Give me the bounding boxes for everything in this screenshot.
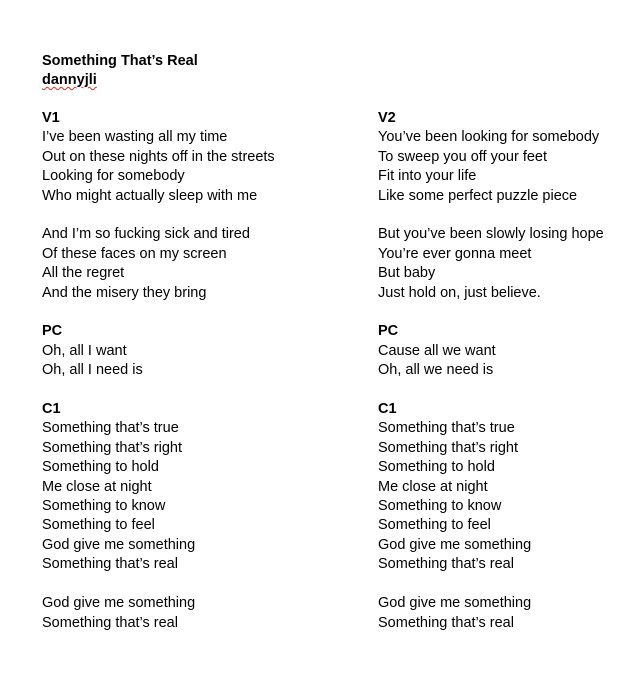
stanza-gap [42, 303, 275, 322]
stanza-gap [42, 575, 275, 594]
lyric-line: Something that’s real [42, 614, 178, 631]
lyric-line: God give me something [378, 536, 532, 553]
lyric-line: Of these faces on my screen [42, 245, 227, 262]
section-label-v2: V2 [378, 110, 396, 126]
title-block [42, 52, 198, 90]
lyric-line: Oh, all I need is [42, 362, 143, 379]
lyric-line: Me close at night [378, 478, 488, 495]
lyric-line: Something that’s real [378, 556, 514, 573]
lyric-line: Something to hold [42, 459, 159, 476]
stanza-gap [42, 206, 275, 225]
lyric-line: Just hold on, just believe. [378, 284, 541, 301]
stanza-gap [42, 381, 275, 400]
song-author: dannyjli [42, 72, 97, 88]
lyric-line: But you’ve been slowly losing hope [378, 226, 604, 243]
lyric-line: Like some perfect puzzle piece [378, 187, 578, 204]
song-title: Something That’s Real [42, 53, 198, 69]
lyric-line: Something that’s true [378, 420, 515, 437]
lyric-line: Something that’s real [378, 614, 514, 631]
stanza-gap [378, 303, 604, 322]
lyric-line: Me close at night [42, 478, 152, 495]
lyric-line: Something to feel [378, 517, 491, 534]
stanza-gap [378, 206, 604, 225]
lyric-line: Out on these nights off in the streets [42, 148, 275, 165]
section-label-pc: PC [42, 323, 63, 340]
lyric-line: Something to feel [42, 517, 155, 534]
lyric-line: God give me something [42, 536, 196, 553]
lyric-line: And I’m so fucking sick and tired [42, 226, 250, 243]
lyric-line: And the misery they bring [42, 284, 207, 301]
stanza-gap [378, 575, 604, 594]
lyric-line: Fit into your life [378, 168, 477, 185]
stanza-gap [378, 381, 604, 400]
lyric-line: Something that’s real [42, 556, 178, 573]
lyric-line: Something that’s right [42, 439, 182, 456]
lyric-line: To sweep you off your feet [378, 148, 548, 165]
lyric-line: Who might actually sleep with me [42, 187, 258, 204]
lyric-line: But baby [378, 265, 436, 282]
section-label-c1: C1 [378, 401, 397, 418]
lyric-line: All the regret [42, 265, 125, 282]
section-label-pc: PC [378, 323, 399, 340]
lyric-line: You’re ever gonna meet [378, 245, 532, 262]
lyric-line: I’ve been wasting all my time [42, 129, 228, 146]
right-column [378, 109, 604, 633]
left-column [42, 109, 275, 633]
lyric-line: Cause all we want [378, 342, 496, 359]
lyric-line: Oh, all I want [42, 342, 127, 359]
lyric-line: Looking for somebody [42, 168, 185, 185]
section-label-v1: V1 [42, 110, 60, 126]
lyric-line: God give me something [378, 595, 532, 612]
lyric-line: Something to know [378, 498, 502, 515]
lyric-line: Oh, all we need is [378, 362, 494, 379]
lyric-line: Something to know [42, 498, 166, 515]
lyric-line: Something that’s true [42, 420, 179, 437]
lyric-line: Something that’s right [378, 439, 518, 456]
section-label-c1: C1 [42, 401, 61, 418]
lyric-line: You’ve been looking for somebody [378, 129, 600, 146]
lyric-line: God give me something [42, 595, 196, 612]
lyric-line: Something to hold [378, 459, 495, 476]
